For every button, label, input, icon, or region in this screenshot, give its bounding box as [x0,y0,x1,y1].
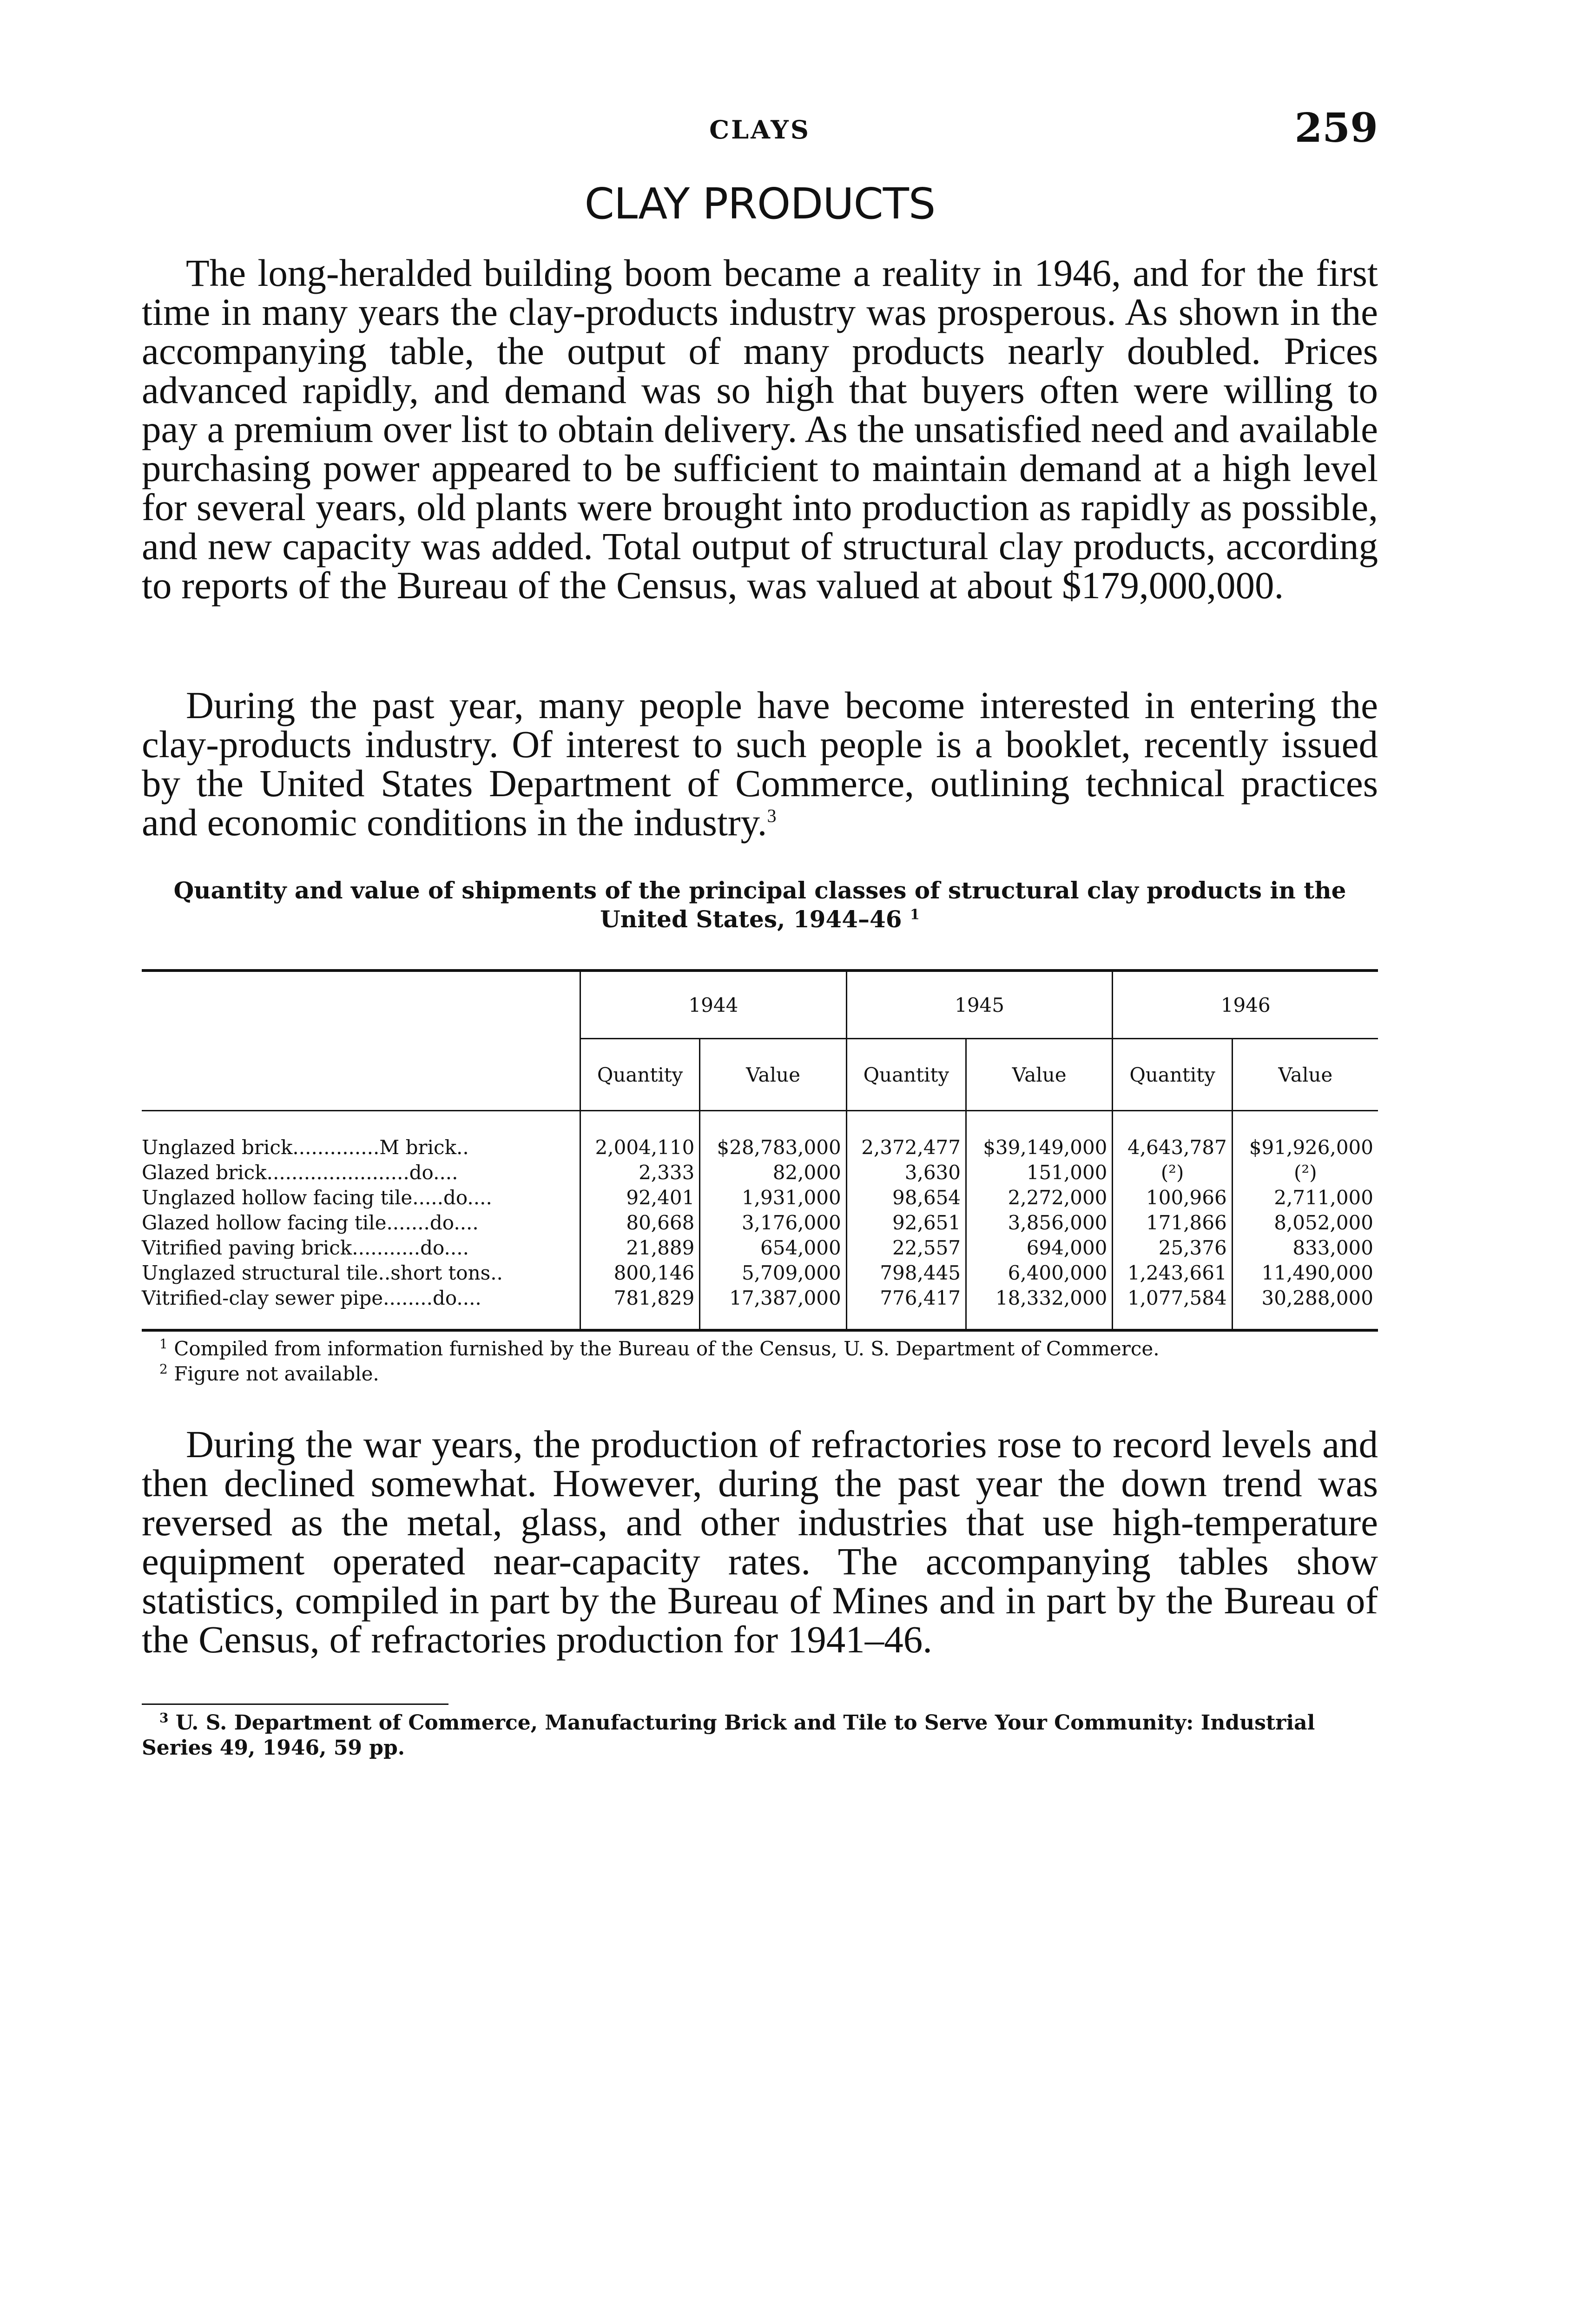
footnote-text: Figure not available. [174,1362,379,1385]
value-header: Value [966,1039,1113,1111]
cell-quantity-1946: 1,077,584 [1113,1285,1232,1330]
paragraph-booklet [142,686,1378,842]
table-row [142,1185,1378,1210]
row-label: Vitrified-clay sewer pipe........do.... [142,1285,580,1330]
table-row [142,1260,1378,1285]
cell-value-1944: 17,387,000 [700,1285,846,1330]
cell-value-1946: (²) [1232,1160,1378,1185]
footnote-mark: 1 [159,1336,168,1352]
cell-value-1944: $28,783,000 [700,1111,846,1160]
year-header-1946: 1946 [1113,971,1378,1039]
footnote-divider [142,1703,448,1705]
cell-quantity-1945: 98,654 [846,1185,966,1210]
cell-value-1946: $91,926,000 [1232,1111,1378,1160]
footnote-text: U. S. Department of Commerce, Manufacturing Brick and Tile to Serve Your Community: Industrial Series 49, 1946, 59 pp. [142,1711,1315,1760]
cell-quantity-1944: 800,146 [580,1260,700,1285]
quantity-header: Quantity [580,1039,700,1111]
footnote-ref-1: 1 [910,906,920,923]
table-caption [142,876,1378,934]
cell-quantity-1945: 92,651 [846,1210,966,1235]
table-row [142,1285,1378,1330]
cell-value-1946: 833,000 [1232,1235,1378,1260]
cell-value-1946: 2,711,000 [1232,1185,1378,1210]
table-row [142,1210,1378,1235]
quantity-header: Quantity [1113,1039,1232,1111]
cell-quantity-1945: 22,557 [846,1235,966,1260]
table-footnotes [142,1336,1378,1386]
footnote-mark: 2 [159,1361,168,1377]
cell-quantity-1945: 3,630 [846,1160,966,1185]
footnote-mark: 3 [159,1710,169,1726]
cell-quantity-1944: 781,829 [580,1285,700,1330]
cell-quantity-1944: 2,004,110 [580,1111,700,1160]
year-header-1945: 1945 [846,971,1113,1039]
cell-value-1944: 654,000 [700,1235,846,1260]
footnote-ref-3: 3 [767,805,777,826]
row-label: Unglazed structural tile..short tons.. [142,1261,503,1284]
value-header: Value [1232,1039,1378,1111]
page-number: 259 [1294,105,1378,152]
cell-value-1945: 694,000 [966,1235,1113,1260]
table-year-header-row [142,971,1378,1039]
table-row [142,1111,1378,1160]
row-label: Glazed brick.......................do.... [142,1161,458,1184]
cell-quantity-1945: 798,445 [846,1260,966,1285]
cell-quantity-1946: 171,866 [1113,1210,1232,1235]
cell-quantity-1944: 2,333 [580,1160,700,1185]
year-header-1944: 1944 [580,971,847,1039]
cell-value-1945: 18,332,000 [966,1285,1113,1330]
table-stub-header [142,971,580,1111]
cell-quantity-1946: 100,966 [1113,1185,1232,1210]
cell-value-1944: 82,000 [700,1160,846,1185]
page-footnotes [142,1710,1378,1761]
cell-quantity-1944: 21,889 [580,1235,700,1260]
table-caption-text: Quantity and value of shipments of the principal classes of structural clay products in the United States, 1944–46 [173,877,1346,933]
cell-value-1945: 3,856,000 [966,1210,1113,1235]
paragraph-booklet-text: During the past year, many people have become interested in entering the clay-products industry. Of interest to such people is a booklet, recently issued by the United States Department of Commerce, outlining technical practices and economic conditions in the industry. [142,684,1378,844]
cell-value-1945: $39,149,000 [966,1111,1113,1160]
table-row [142,1160,1378,1185]
cell-quantity-1946: 1,243,661 [1113,1260,1232,1285]
page-header [142,105,1378,156]
cell-value-1944: 3,176,000 [700,1210,846,1235]
table-row [142,1235,1378,1260]
page-footnote-3 [142,1710,1378,1761]
shipments-table [142,969,1378,1332]
section-title: CLAY PRODUCTS [584,179,936,229]
cell-value-1946: 30,288,000 [1232,1285,1378,1330]
running-head: CLAYS [709,115,811,145]
row-label: Vitrified paving brick...........do.... [142,1236,469,1259]
row-label: Unglazed hollow facing tile.....do.... [142,1186,492,1209]
footnote-text: Compiled from information furnished by the Bureau of the Census, U. S. Department of Commerce. [174,1337,1160,1360]
cell-quantity-1946: (²) [1113,1160,1232,1185]
cell-quantity-1945: 2,372,477 [846,1111,966,1160]
cell-quantity-1945: 776,417 [846,1285,966,1330]
cell-quantity-1946: 25,376 [1113,1235,1232,1260]
paragraph-refractories: During the war years, the production of refractories rose to record levels and then declined somewhat. However, during the past year the down trend was reversed as the metal, glass, and other industries that use high-temperature equipment operated near-capacity rates. The accompanying tables show statistics, compiled in part by the Bureau of Mines and in part by the Bureau of the Census, of refractories production for 1941–46. [142,1423,1378,1661]
cell-value-1946: 11,490,000 [1232,1260,1378,1285]
row-label: Unglazed brick..............M brick.. [142,1136,469,1159]
cell-quantity-1944: 80,668 [580,1210,700,1235]
paragraph-intro: The long-heralded building boom became a reality in 1946, and for the first time in many years the clay-products industry was prosperous. As shown in the accompanying table, the output of many products nearly doubled. Prices advanced rapidly, and demand was so high that buyers often were willing to pay a premium over list to obtain delivery. As the unsatisfied need and available purchasing power appeared to be sufficient to maintain demand at a high level for several years, old plants were brought into production as rapidly as possible, and new capacity was added. Total output of structural clay products, according to reports of the Bureau of the Census, was valued at about $179,000,000. [142,251,1378,607]
cell-value-1946: 8,052,000 [1232,1210,1378,1235]
cell-value-1945: 6,400,000 [966,1260,1113,1285]
quantity-header: Quantity [846,1039,966,1111]
table-footnote-1 [142,1336,1378,1361]
cell-quantity-1944: 92,401 [580,1185,700,1210]
cell-quantity-1946: 4,643,787 [1113,1111,1232,1160]
cell-value-1944: 5,709,000 [700,1260,846,1285]
table-footnote-2 [142,1361,1378,1386]
value-header: Value [700,1039,846,1111]
cell-value-1944: 1,931,000 [700,1185,846,1210]
cell-value-1945: 151,000 [966,1160,1113,1185]
row-label: Glazed hollow facing tile.......do.... [142,1211,479,1234]
cell-value-1945: 2,272,000 [966,1185,1113,1210]
